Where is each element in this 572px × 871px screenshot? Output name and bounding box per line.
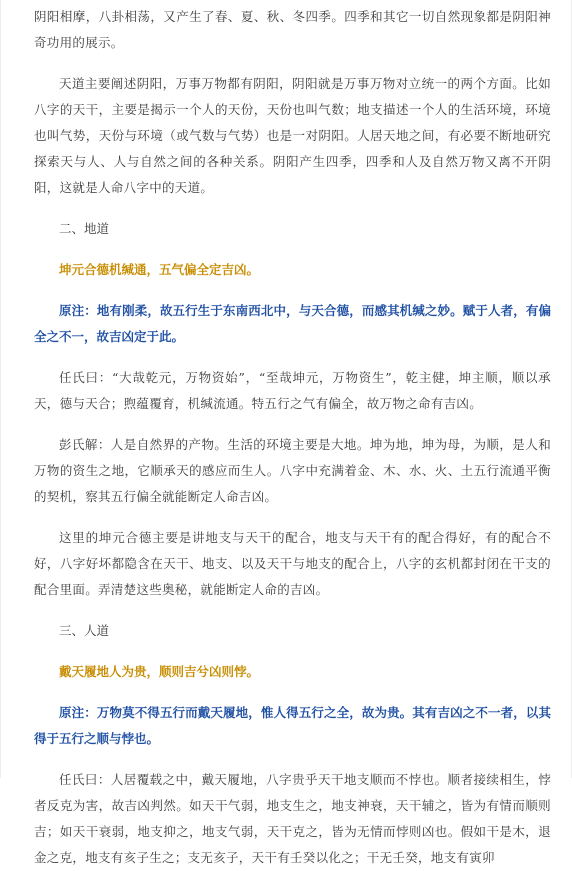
ren-commentary-earth: 任氏曰：“大哉乾元，万物资始”，“至哉坤元，万物资生”，乾主健，坤主顺，顺以承天，德与天合；煦蕴覆育，机缄流通。特五行之气有偏全，故万物之命有吉凶。 xyxy=(34,370,551,411)
paragraph-earth-summary: 这里的坤元合德主要是讲地支与天干的配合，地支与天干有的配合得好，有的配合不好，八字好坏都隐含在天干、地支、以及天干与地支的配合上，八字的玄机都封闭在干支的配合里面。弄清楚这些奥秘，就能断定人命的吉凶。 xyxy=(34,530,551,597)
original-note-earth: 原注：地有刚柔，故五行生于东南西北中，与天合德，而感其机缄之妙。赋于人者，有偏全之不一，故吉凶定于此。 xyxy=(34,303,551,344)
paragraph-yinyang-seasons: 阴阳相摩，八卦相荡，又产生了春、夏、秋、冬四季。四季和其它一切自然现象都是阴阳神奇功用的展示。 xyxy=(34,9,551,50)
verse-earth: 坤元合德机缄通，五气偏全定吉凶。 xyxy=(59,262,260,277)
section-heading-earth: 二、地道 xyxy=(59,221,110,236)
verse-human: 戴天履地人为贵，顺则吉兮凶则悖。 xyxy=(59,664,260,679)
ren-commentary-human: 任氏曰：人居覆载之中，戴天履地，八字贵乎天干地支顺而不悖也。顺者接续相生，悖者反克为害，故吉凶判然。如天干气弱，地支生之，地支神衰，天干辅之，皆为有情而顺则吉；如天干衰弱，地支抑之，地支气弱，天干克之，皆为无情而悖则凶也。假如干是木，退金之克，地支有亥子生之；支无亥子，天干有壬癸以化之；干无壬癸，地支有寅卯 xyxy=(34,772,551,865)
paragraph-heaven-way: 天道主要阐述阴阳，万事万物都有阴阳，阴阳就是万事万物对立统一的两个方面。比如八字的天干，主要是揭示一个人的天份，天份也叫气数；地支描述一个人的生活环境，环境也叫气势，天份与环境（或气数与气势）也是一对阴阳。人居天地之间，有必要不断地研究探索天与人、人与自然之间的各种关系。阴阳产生四季，四季和人及自然万物又离不开阴阳，这就是人命八字中的天道。 xyxy=(34,76,551,195)
peng-explanation-earth: 彭氏解：人是自然界的产物。生活的环境主要是大地。坤为地，坤为母，为顺，是人和万物的资生之地，它顺承天的感应而生人。八字中充满着金、木、水、火、土五行流通平衡的契机，察其五行偏全就能断定人命吉凶。 xyxy=(34,437,551,504)
section-heading-human: 三、人道 xyxy=(59,623,110,638)
original-note-human: 原注：万物莫不得五行而戴天履地，惟人得五行之全，故为贵。其有吉凶之不一者，以其得于五行之顺与悖也。 xyxy=(34,705,551,746)
